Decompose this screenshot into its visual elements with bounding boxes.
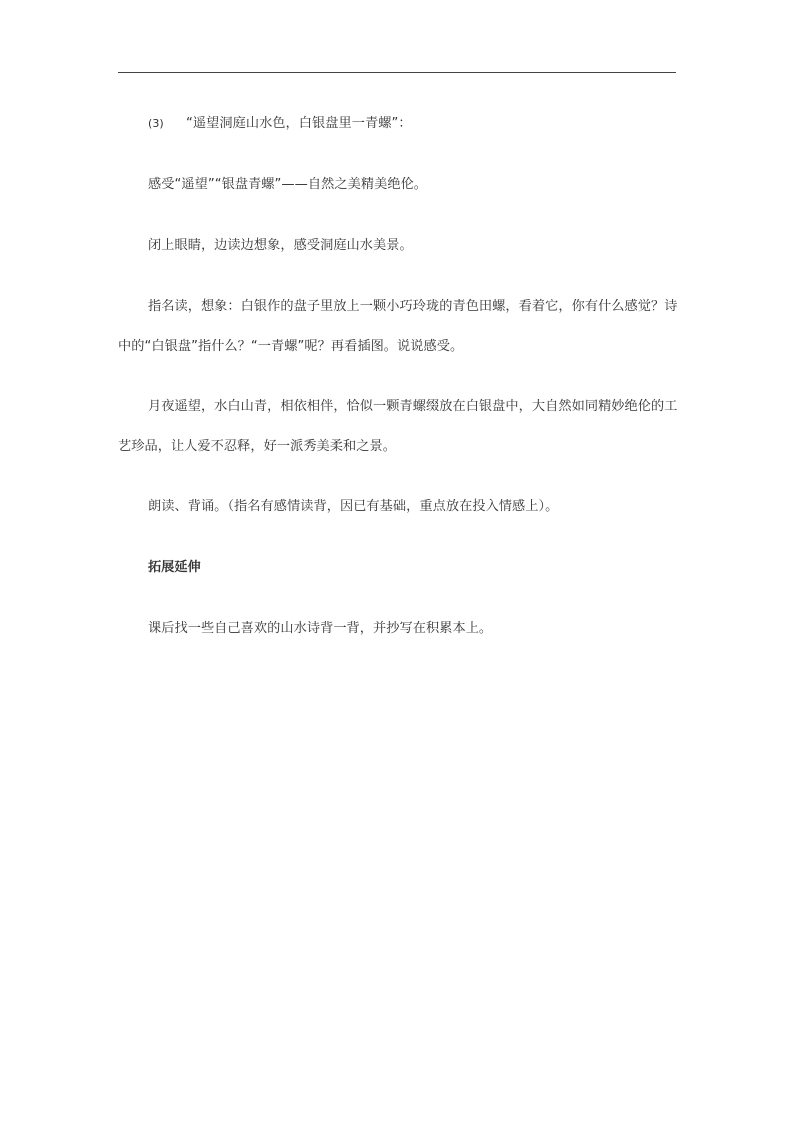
paragraph-close-eyes: 闭上眼睛，边读边想象，感受洞庭山水美景。 xyxy=(148,238,413,253)
poem-line-quote: “遥望洞庭山水色，白银盘里一青螺”： xyxy=(186,116,412,131)
paragraph-read-imagine: 指名读，想象：白银作的盘子里放上一颗小巧玲珑的青色田螺，看着它，你有什么感觉？诗中的“白银盘”指什么？“一青螺”呢？再看插图。说说感受。 xyxy=(118,299,678,354)
section-heading-extension: 拓展延伸 xyxy=(148,560,201,575)
paragraph-extension-task: 课后找一些自己喜欢的山水诗背一背，并抄写在积累本上。 xyxy=(148,621,493,636)
header-rule xyxy=(118,72,676,73)
item-number: (3) xyxy=(148,117,164,130)
paragraph-feel-beauty: 感受“遥望”“银盘青螺”——自然之美精美绝伦。 xyxy=(148,177,428,192)
document-body xyxy=(118,104,678,670)
paragraph-moonlit-view: 月夜遥望，水白山青，相依相伴，恰似一颗青螺缀放在白银盘中，大自然如同精妙绝伦的工艺珍品，让人爱不忍释，好一派秀美柔和之景。 xyxy=(118,399,678,454)
item-3-paragraph xyxy=(118,104,678,144)
paragraph-recite: 朗读、背诵。（指名有感情读背，因已有基础，重点放在投入情感上）。 xyxy=(148,499,559,514)
